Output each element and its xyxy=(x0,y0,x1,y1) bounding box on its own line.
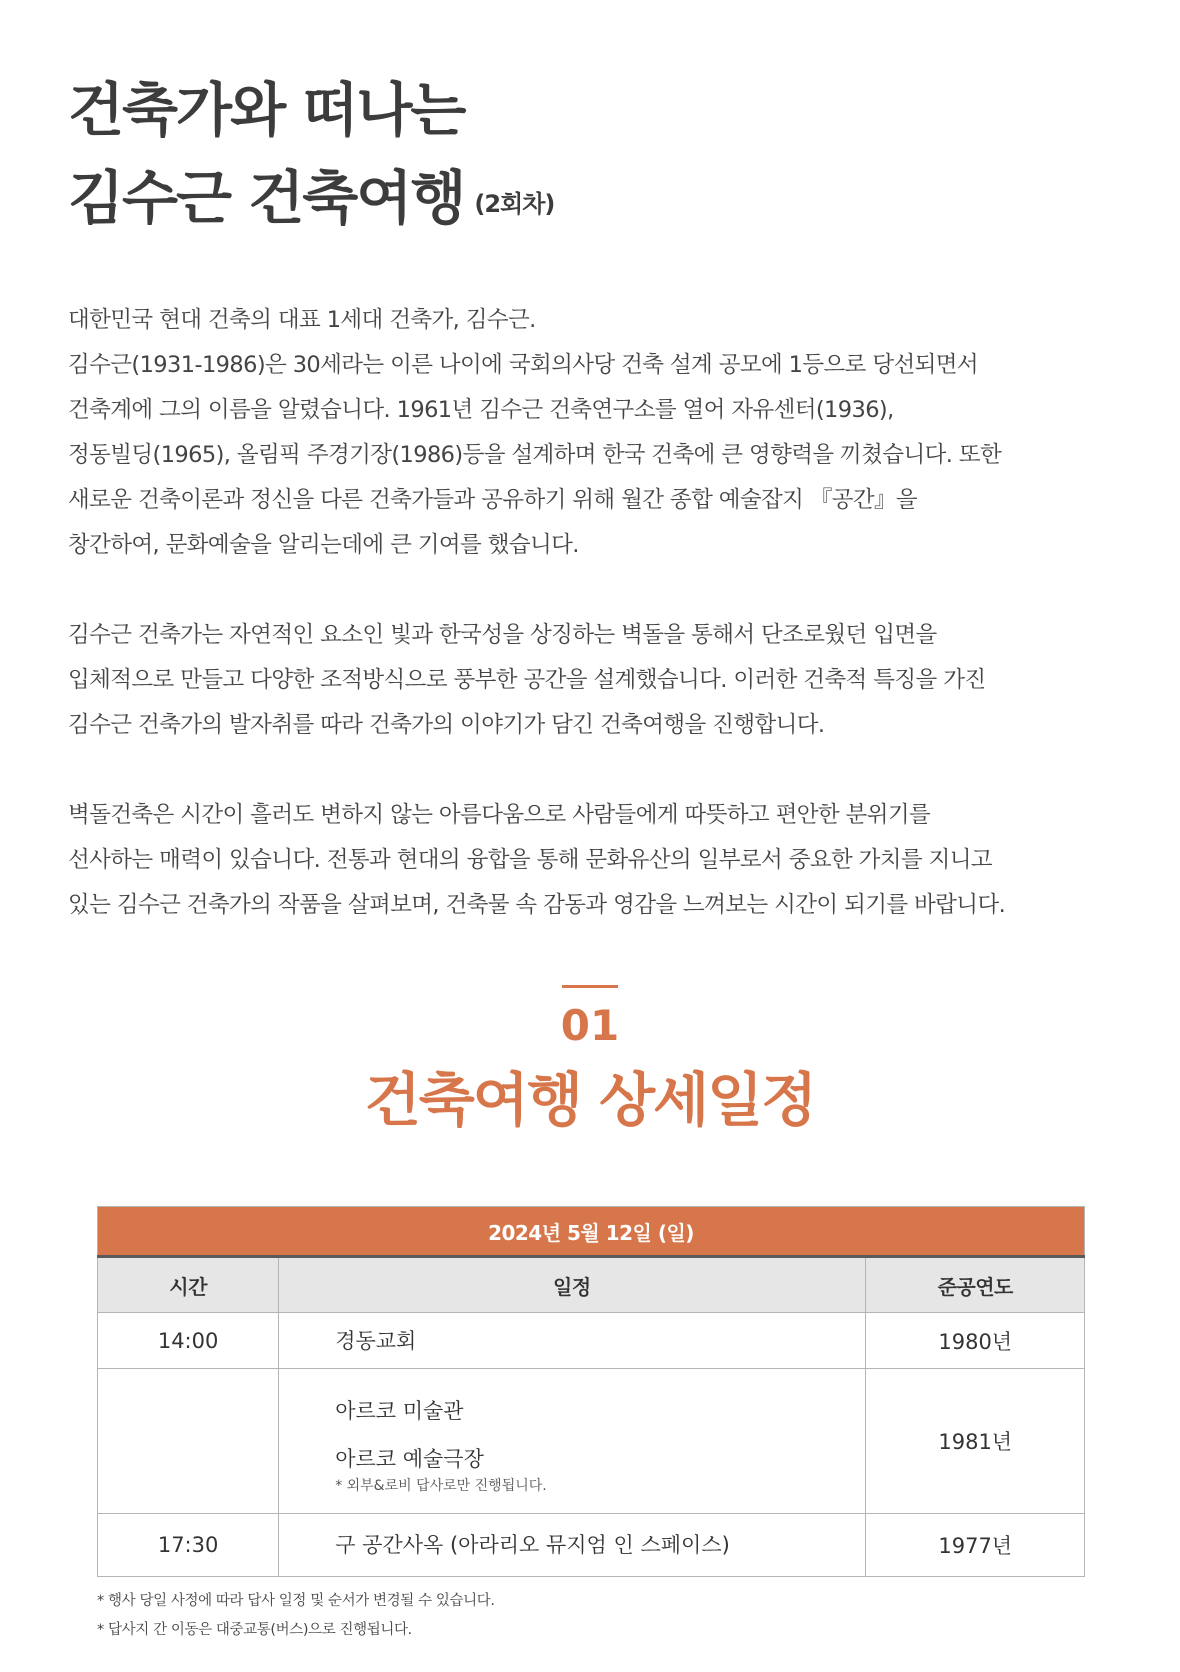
title-main-text: 김수근 건축여행 xyxy=(68,164,465,232)
table-row xyxy=(98,1369,1085,1514)
row-time xyxy=(98,1369,279,1514)
schedule-table xyxy=(97,1206,1085,1577)
page-title xyxy=(68,66,1068,248)
row-item-name: 경동교회 xyxy=(335,1328,417,1353)
intro-line: 김수근 건축가의 발자취를 따라 건축가의 이야기가 담긴 건축여행을 진행합니다. xyxy=(68,712,825,738)
row-year: 1977년 xyxy=(866,1514,1085,1577)
intro-line: 김수근 건축가는 자연적인 요소인 빛과 한국성을 상징하는 벽돌을 통해서 단조로웠던 입면을 xyxy=(68,622,937,648)
section-title: 건축여행 상세일정 xyxy=(364,1066,816,1134)
section-heading xyxy=(0,985,1180,1140)
row-item-note: * 외부&로비 답사로만 진행됩니다. xyxy=(335,1478,547,1494)
row-year: 1980년 xyxy=(866,1313,1085,1369)
intro-line: 창간하여, 문화예술을 알리는데에 큰 기여를 했습니다. xyxy=(68,532,579,558)
intro-line: 김수근(1931-1986)은 30세라는 이른 나이에 국회의사당 건축 설계 공모에 1등으로 당선되면서 xyxy=(68,352,979,378)
row-time: 17:30 xyxy=(98,1514,279,1577)
intro-line: 새로운 건축이론과 정신을 다른 건축가들과 공유하기 위해 월간 종합 예술잡지 『공간』을 xyxy=(68,487,918,513)
title-line-1: 건축가와 떠나는 xyxy=(68,76,465,144)
intro-line: 대한민국 현대 건축의 대표 1세대 건축가, 김수근. xyxy=(68,307,536,333)
intro-paragraph-2 xyxy=(68,613,1128,748)
intro-line: 입체적으로 만들고 다양한 조적방식으로 풍부한 공간을 설계했습니다. 이러한 건축적 특징을 가진 xyxy=(68,667,986,693)
intro-line: 벽돌건축은 시간이 흘러도 변하지 않는 아름다움으로 사람들에게 따뜻하고 편안한 분위기를 xyxy=(68,802,931,828)
intro-line: 정동빌딩(1965), 올림픽 주경기장(1986)등을 설계하며 한국 건축에 큰 영향력을 끼쳤습니다. 또한 xyxy=(68,442,1002,468)
row-item xyxy=(279,1313,866,1369)
section-number: 01 xyxy=(560,1001,620,1050)
row-year: 1981년 xyxy=(866,1369,1085,1514)
section-divider xyxy=(562,985,618,988)
row-item-name: 아르코 예술극장 xyxy=(335,1447,484,1471)
row-time: 14:00 xyxy=(98,1313,279,1369)
header-year: 준공연도 xyxy=(866,1257,1085,1313)
title-line-2 xyxy=(68,154,1068,248)
schedule-date-row xyxy=(98,1207,1085,1257)
intro-paragraph-1 xyxy=(68,298,1128,568)
row-item-name: 아르코 미술관 xyxy=(335,1399,464,1423)
row-item xyxy=(279,1369,866,1514)
intro-line: 선사하는 매력이 있습니다. 전통과 현대의 융합을 통해 문화유산의 일부로서 중요한 가치를 지니고 xyxy=(68,847,993,873)
intro-line: 있는 김수근 건축가의 작품을 살펴보며, 건축물 속 감동과 영감을 느껴보는 시간이 되기를 바랍니다. xyxy=(68,892,1006,918)
table-row xyxy=(98,1514,1085,1577)
intro-paragraph-3 xyxy=(68,793,1128,928)
intro-line: 건축계에 그의 이름을 알렸습니다. 1961년 김수근 건축연구소를 열어 자유센터(1936), xyxy=(68,397,894,423)
row-item xyxy=(279,1514,866,1577)
title-session-badge: (2회차) xyxy=(474,190,555,218)
schedule-date: 2024년 5월 12일 (일) xyxy=(98,1207,1085,1257)
table-row xyxy=(98,1313,1085,1369)
intro-text xyxy=(68,298,1128,973)
footnotes xyxy=(97,1587,495,1645)
footnote: * 답사지 간 이동은 대중교통(버스)으로 진행됩니다. xyxy=(97,1622,412,1638)
header-time: 시간 xyxy=(98,1257,279,1313)
schedule-header-row xyxy=(98,1257,1085,1313)
row-item-name: 구 공간사옥 (아라리오 뮤지엄 인 스페이스) xyxy=(335,1533,730,1557)
header-item: 일정 xyxy=(279,1257,866,1313)
footnote: * 행사 당일 사정에 따라 답사 일정 및 순서가 변경될 수 있습니다. xyxy=(97,1593,495,1609)
